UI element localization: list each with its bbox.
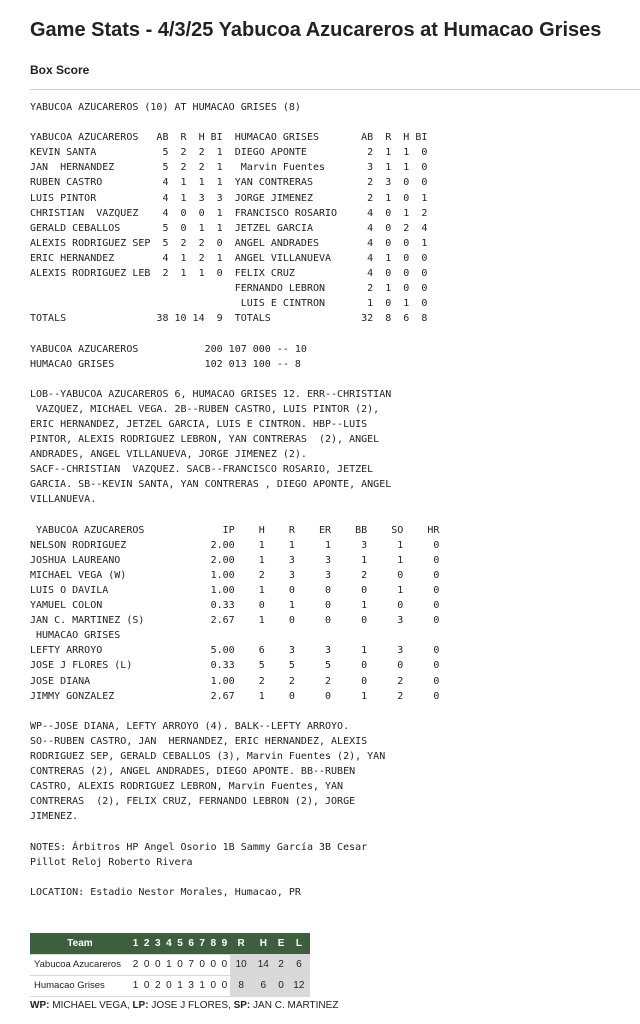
section-title-box-score: Box Score bbox=[30, 63, 90, 77]
box-score-line: LUIS E CINTRON 1 0 1 0 bbox=[30, 298, 428, 310]
box-score-line: ERIC HERNANDEZ 4 1 2 1 ANGEL VILLANUEVA 4 1 0 0 bbox=[30, 252, 428, 264]
box-score-text bbox=[30, 100, 439, 900]
losing-pitcher: JOSE J FLORES, bbox=[151, 1000, 231, 1011]
inning-score: 0 bbox=[219, 954, 230, 975]
sp-label: SP: bbox=[233, 1000, 251, 1011]
inning-score: 2 bbox=[130, 954, 141, 975]
lob-total: 12 bbox=[288, 975, 310, 996]
box-score-line: JAN HERNANDEZ 5 2 2 1 Marvin Fuentes 3 1 1 0 bbox=[30, 162, 428, 174]
errors-header: E bbox=[274, 933, 287, 954]
linescore-team-header: Team bbox=[30, 933, 130, 954]
hits-total: 14 bbox=[252, 954, 274, 975]
inning-score: 0 bbox=[208, 975, 219, 996]
inning-score: 0 bbox=[141, 954, 152, 975]
inning-header: 9 bbox=[219, 933, 230, 954]
inning-score: 0 bbox=[174, 954, 185, 975]
box-score-line: LEFTY ARROYO 5.00 6 3 3 1 3 0 bbox=[30, 645, 440, 657]
box-score-line: LOB--YABUCOA AZUCAREROS 6, HUMACAO GRISES 12. ERR--CHRISTIAN bbox=[30, 388, 392, 400]
box-score-line: HUMACAO GRISES bbox=[30, 630, 121, 642]
errors-total: 0 bbox=[274, 975, 287, 996]
inning-header: 6 bbox=[186, 933, 197, 954]
box-score-line: NELSON RODRIGUEZ 2.00 1 1 1 3 1 0 bbox=[30, 539, 440, 551]
inning-header: 7 bbox=[197, 933, 208, 954]
box-score-line: JOSHUA LAUREANO 2.00 1 3 3 1 1 0 bbox=[30, 554, 440, 566]
linescore-header-row bbox=[30, 933, 310, 954]
box-score-line: GARCIA. SB--KEVIN SANTA, YAN CONTRERAS , DIEGO APONTE, ANGEL bbox=[30, 479, 392, 491]
box-score-line: JOSE DIANA 1.00 2 2 2 0 2 0 bbox=[30, 675, 440, 687]
hits-total: 6 bbox=[252, 975, 274, 996]
inning-header: 8 bbox=[208, 933, 219, 954]
box-score-line: YABUCOA AZUCAREROS AB R H BI HUMACAO GRISES AB R H BI bbox=[30, 132, 428, 144]
box-score-line: MICHAEL VEGA (W) 1.00 2 3 3 2 0 0 bbox=[30, 569, 440, 581]
box-score-line: YAMUEL COLON 0.33 0 1 0 1 0 0 bbox=[30, 600, 440, 612]
inning-score: 0 bbox=[219, 975, 230, 996]
inning-score: 1 bbox=[130, 975, 141, 996]
box-score-line: LUIS O DAVILA 1.00 1 0 0 0 1 0 bbox=[30, 585, 440, 596]
team-name: Humacao Grises bbox=[30, 975, 130, 996]
box-score-line: TOTALS 38 10 14 9 TOTALS 32 8 6 8 bbox=[30, 313, 428, 325]
errors-total: 2 bbox=[274, 954, 287, 975]
inning-score: 2 bbox=[152, 975, 163, 996]
box-score-line: YABUCOA AZUCAREROS IP H R ER BB SO HR bbox=[30, 524, 440, 536]
lp-label: LP: bbox=[132, 1000, 149, 1011]
pitchers-of-record bbox=[30, 1000, 338, 1011]
wp-label: WP: bbox=[30, 1000, 50, 1011]
box-score-line: PINTOR, ALEXIS RODRIGUEZ LEBRON, YAN CONTRERAS (2), ANGEL bbox=[30, 434, 380, 446]
divider bbox=[30, 89, 640, 90]
linescore-row-home bbox=[30, 975, 310, 996]
box-score-line: VILLANUEVA. bbox=[30, 494, 97, 506]
box-score-line: RUBEN CASTRO 4 1 1 1 YAN CONTRERAS 2 3 0 0 bbox=[30, 177, 428, 189]
box-score-line: KEVIN SANTA 5 2 2 1 DIEGO APONTE 2 1 1 0 bbox=[30, 147, 428, 159]
box-score-line: LUIS PINTOR 4 1 3 3 JORGE JIMENEZ 2 1 0 1 bbox=[30, 192, 428, 204]
box-score-line: JIMMY GONZALEZ 2.67 1 0 0 1 2 0 bbox=[30, 690, 440, 702]
inning-header: 5 bbox=[174, 933, 185, 954]
inning-header: 1 bbox=[130, 933, 141, 954]
box-score-line: ANDRADES, ANGEL VILLANUEVA, JORGE JIMENEZ (2). bbox=[30, 449, 307, 461]
box-score-line: JAN C. MARTINEZ (S) 2.67 1 0 0 0 3 0 bbox=[30, 615, 440, 627]
box-score-line: ALEXIS RODRIGUEZ SEP 5 2 2 0 ANGEL ANDRADES 4 0 0 1 bbox=[30, 237, 428, 249]
runs-total: 8 bbox=[230, 975, 252, 996]
linescore-row-away bbox=[30, 954, 310, 975]
box-score-line: FERNANDO LEBRON 2 1 0 0 bbox=[30, 283, 428, 295]
inning-score: 1 bbox=[197, 975, 208, 996]
winning-pitcher: MICHAEL VEGA, bbox=[52, 1000, 130, 1011]
inning-score: 1 bbox=[174, 975, 185, 996]
box-score-line: VAZQUEZ, MICHAEL VEGA. 2B--RUBEN CASTRO, LUIS PINTOR (2), bbox=[30, 403, 380, 415]
box-score-line: ERIC HERNANDEZ, JETZEL GARCIA, LUIS E CINTRON. HBP--LUIS bbox=[30, 418, 368, 430]
box-score-line: ALEXIS RODRIGUEZ LEB 2 1 1 0 FELIX CRUZ 4 0 0 0 bbox=[30, 268, 428, 280]
box-score-line: Pillot Reloj Roberto Rivera bbox=[30, 856, 193, 868]
box-score-line: YABUCOA AZUCAREROS (10) AT HUMACAO GRISES (8) bbox=[30, 102, 301, 113]
inning-score: 0 bbox=[152, 954, 163, 975]
inning-header: 2 bbox=[141, 933, 152, 954]
box-score-line: LOCATION: Estadio Nestor Morales, Humacao, PR bbox=[30, 886, 301, 898]
inning-score: 0 bbox=[141, 975, 152, 996]
inning-header: 4 bbox=[163, 933, 174, 954]
box-score-line: RODRIGUEZ SEP, GERALD CEBALLOS (3), Marvin Fuentes (2), YAN bbox=[30, 751, 386, 763]
linescore-table bbox=[30, 933, 310, 997]
inning-score: 3 bbox=[186, 975, 197, 996]
runs-total: 10 bbox=[230, 954, 252, 975]
lob-header: L bbox=[288, 933, 310, 954]
inning-score: 0 bbox=[208, 954, 219, 975]
box-score-line: WP--JOSE DIANA, LEFTY ARROYO (4). BALK--LEFTY ARROYO. bbox=[30, 720, 350, 732]
box-score-line: JIMENEZ. bbox=[30, 811, 79, 823]
box-score-line: NOTES: Árbitros HP Angel Osorio 1B Sammy García 3B Cesar bbox=[30, 841, 368, 853]
inning-header: 3 bbox=[152, 933, 163, 954]
inning-score: 7 bbox=[186, 954, 197, 975]
lob-total: 6 bbox=[288, 954, 310, 975]
box-score-line: HUMACAO GRISES 102 013 100 -- 8 bbox=[30, 358, 301, 370]
runs-header: R bbox=[230, 933, 252, 954]
box-score-line: JOSE J FLORES (L) 0.33 5 5 5 0 0 0 bbox=[30, 660, 440, 672]
inning-score: 0 bbox=[197, 954, 208, 975]
box-score-line: SACF--CHRISTIAN VAZQUEZ. SACB--FRANCISCO ROSARIO, JETZEL bbox=[30, 464, 374, 476]
team-name: Yabucoa Azucareros bbox=[30, 954, 130, 975]
box-score-line: GERALD CEBALLOS 5 0 1 1 JETZEL GARCIA 4 0 2 4 bbox=[30, 222, 428, 234]
hits-header: H bbox=[252, 933, 274, 954]
box-score-line: CASTRO, ALEXIS RODRIGUEZ LEBRON, Marvin Fuentes, YAN bbox=[30, 781, 344, 793]
box-score-line: CONTRERAS (2), FELIX CRUZ, FERNANDO LEBRON (2), JORGE bbox=[30, 796, 356, 808]
page-title: Game Stats - 4/3/25 Yabucoa Azucareros at Humacao Grises bbox=[30, 19, 602, 41]
box-score-line: SO--RUBEN CASTRO, JAN HERNANDEZ, ERIC HERNANDEZ, ALEXIS bbox=[30, 735, 368, 747]
inning-score: 1 bbox=[163, 954, 174, 975]
box-score-line: YABUCOA AZUCAREROS 200 107 000 -- 10 bbox=[30, 343, 307, 355]
box-score-line: CHRISTIAN VAZQUEZ 4 0 0 1 FRANCISCO ROSARIO 4 0 1 2 bbox=[30, 207, 428, 219]
save-pitcher: JAN C. MARTINEZ bbox=[253, 1000, 339, 1011]
inning-score: 0 bbox=[163, 975, 174, 996]
box-score-line: CONTRERAS (2), ANGEL ANDRADES, DIEGO APONTE. BB--RUBEN bbox=[30, 766, 356, 778]
